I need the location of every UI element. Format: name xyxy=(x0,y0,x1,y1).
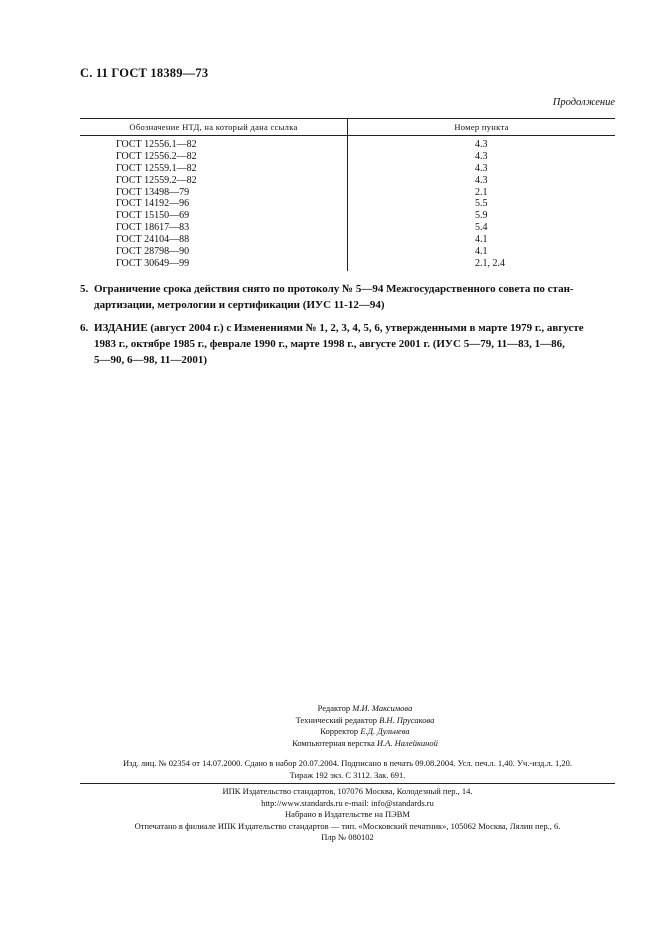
note-6-number: 6. xyxy=(80,322,89,334)
table-cell-document: ГОСТ 28798—90 xyxy=(116,246,190,258)
table-header-document: Обозначение НТД, на который дана ссылка xyxy=(129,122,298,132)
note-6-line-2: 1983 г., октябре 1985 г., феврале 1990 г., марте 1998 г., августе 2001 г. (ИУС 5—79, 11—83, 1—86, xyxy=(94,338,565,350)
note-5-line-1: Ограничение срока действия снято по протоколу № 5—94 Межгосударственного совета по стан- xyxy=(94,283,574,295)
publication-line-1: Изд. лиц. № 02354 от 14.07.2000. Сдано в набор 20.07.2004. Подписано в печать 09.08.2004. Усл. печ.л. 1,40. Уч.-изд.л. 1,20. xyxy=(123,758,572,768)
imprint xyxy=(80,786,615,844)
note-5-number: 5. xyxy=(80,283,89,295)
table-cell-clause: 5.4 xyxy=(475,222,488,234)
table-row xyxy=(80,151,615,163)
table-cell-document: ГОСТ 12556.2—82 xyxy=(116,150,197,162)
table-header-clause: Номер пункта xyxy=(454,122,509,132)
table-row xyxy=(80,198,615,210)
table-cell-clause: 2.1 xyxy=(475,186,488,198)
imprint-line-4: Отпечатано в филиале ИПК Издательство стандартов — тип. «Московский печатник», 105062 Москва, Лялин пер., 6. xyxy=(134,820,561,831)
table-row xyxy=(80,234,615,246)
table-cell-clause: 5.9 xyxy=(475,210,488,222)
table-row xyxy=(80,175,615,187)
table-cell-document: ГОСТ 14192—96 xyxy=(116,198,190,210)
credit-editor xyxy=(200,703,530,715)
credit-tech-editor-name: В.Н. Прусакова xyxy=(379,714,435,725)
note-6-line-1: ИЗДАНИЕ (август 2004 г.) с Изменениями № 1, 2, 3, 4, 5, 6, утвержденными в марте 1979 г., августе xyxy=(94,322,584,334)
continuation-label: Продолжение xyxy=(552,97,615,108)
table-cell-clause: 4.1 xyxy=(475,246,488,258)
table-cell-clause: 4.3 xyxy=(475,139,488,150)
imprint-rule xyxy=(80,783,615,784)
table-cell-document: ГОСТ 12556.1—82 xyxy=(116,139,197,150)
credit-layout-label: Компьютерная верстка xyxy=(292,737,375,748)
credit-corrector-label: Корректор xyxy=(320,726,359,736)
credit-editor-label: Редактор xyxy=(317,703,351,713)
table-cell-document: ГОСТ 13498—79 xyxy=(116,186,190,198)
reference-table-body xyxy=(80,139,615,270)
table-row xyxy=(80,163,615,175)
note-5 xyxy=(80,281,615,313)
imprint-line-1: ИПК Издательство стандартов, 107076 Москва, Колодезный пер., 14. xyxy=(222,786,473,796)
page-header: С. 11 ГОСТ 18389—73 xyxy=(80,66,209,80)
note-6-line-3: 5—90, 6—98, 11—2001) xyxy=(94,354,208,366)
table-cell-document: ГОСТ 15150—69 xyxy=(116,210,190,222)
publication-details xyxy=(80,758,615,781)
table-cell-clause: 4.3 xyxy=(475,174,488,186)
credit-layout-name: И.А. Налейкиной xyxy=(376,737,438,748)
editorial-credits xyxy=(200,703,530,749)
table-cell-clause: 4.3 xyxy=(475,162,488,174)
table-row xyxy=(80,246,615,258)
table-cell-document: ГОСТ 12559.1—82 xyxy=(116,162,197,174)
publication-line-2: Тираж 192 экз. С 3112. Зак. 691. xyxy=(289,769,406,780)
credit-editor-name: М.И. Максимова xyxy=(352,703,413,713)
credit-corrector xyxy=(200,726,530,738)
table-cell-clause: 2.1, 2.4 xyxy=(475,257,505,269)
note-5-line-2: дартизации, метрологии и сертификации (ИУС 11-12—94) xyxy=(94,299,385,311)
table-cell-document: ГОСТ 18617—83 xyxy=(116,222,190,234)
table-row xyxy=(80,187,615,199)
credit-tech-editor-label: Технический редактор xyxy=(295,714,377,725)
table-cell-document: ГОСТ 12559.2—82 xyxy=(116,174,197,186)
table-row xyxy=(80,222,615,234)
credit-layout xyxy=(200,738,530,750)
table-cell-document: ГОСТ 30649—99 xyxy=(116,257,190,269)
table-row xyxy=(80,258,615,270)
table-cell-clause: 4.3 xyxy=(475,150,488,162)
imprint-line-5: Плр № 080102 xyxy=(321,832,374,842)
table-row xyxy=(80,210,615,222)
credit-tech-editor xyxy=(200,715,530,727)
table-cell-document: ГОСТ 24104—88 xyxy=(116,234,190,246)
credit-corrector-name: Е.Д. Дульнева xyxy=(360,726,410,736)
imprint-line-3: Набрано в Издательстве на ПЭВМ xyxy=(285,809,410,819)
table-cell-clause: 5.5 xyxy=(475,198,488,210)
imprint-line-2: http://www.standards.ru e-mail: info@standards.ru xyxy=(261,797,434,808)
table-row xyxy=(80,139,615,151)
table-cell-clause: 4.1 xyxy=(475,234,488,246)
note-6 xyxy=(80,320,615,368)
